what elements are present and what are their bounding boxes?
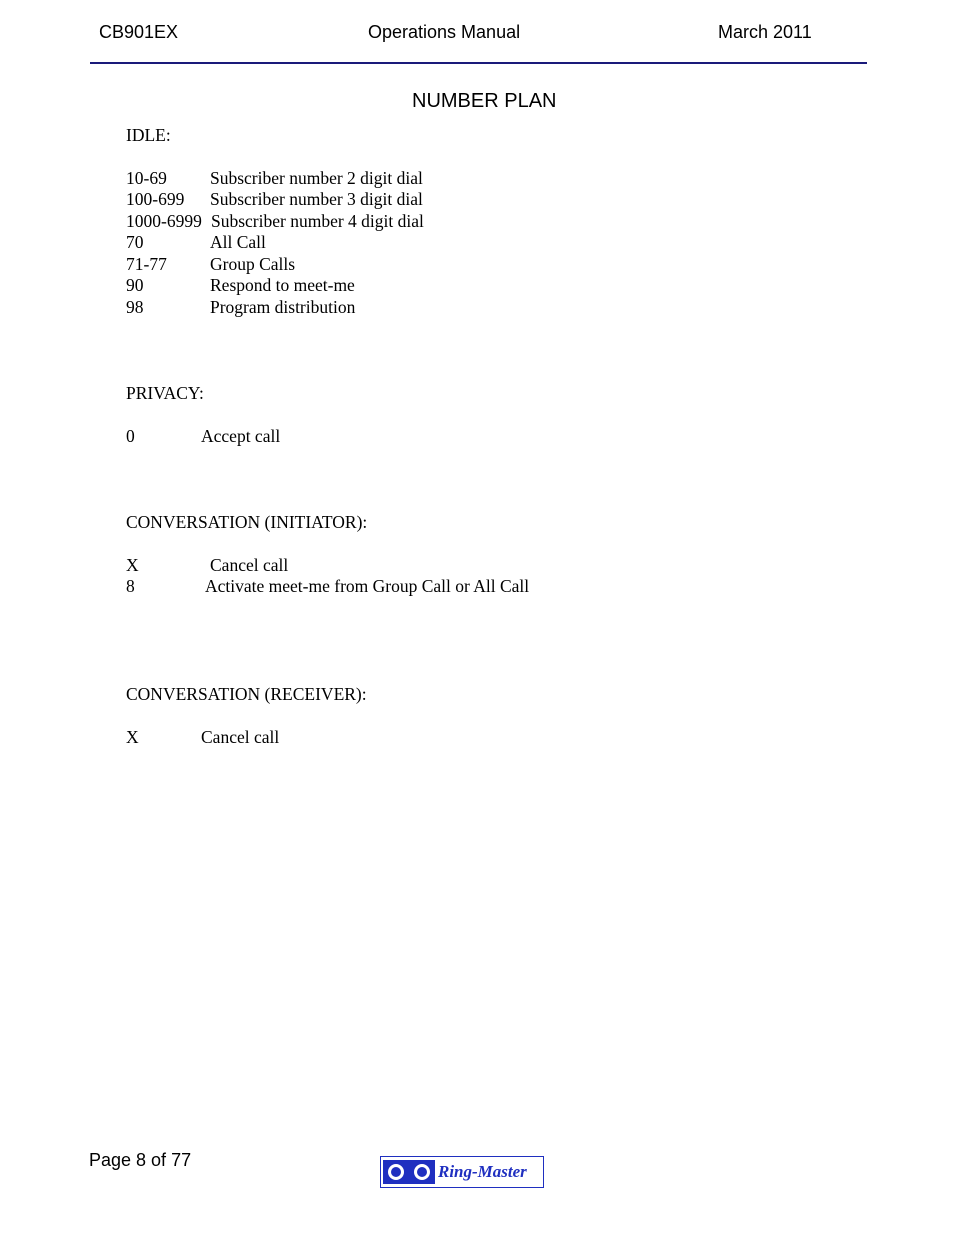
page-title: NUMBER PLAN bbox=[412, 90, 557, 112]
page-number: Page 8 of 77 bbox=[89, 1150, 192, 1170]
section-initiator-label: CONVERSATION (INITIATOR): bbox=[126, 512, 368, 532]
row-code: 8 bbox=[126, 576, 135, 596]
header-divider bbox=[90, 62, 867, 64]
row-description: Program distribution bbox=[210, 297, 356, 317]
row-description: Activate meet-me from Group Call or All Call bbox=[205, 576, 530, 596]
row-code: 0 bbox=[126, 426, 135, 446]
section-idle-label: IDLE: bbox=[126, 125, 171, 145]
row-description: Group Calls bbox=[210, 254, 296, 274]
row-description: Accept call bbox=[201, 426, 281, 446]
logo-wordmark: Ring-Master bbox=[438, 1162, 527, 1181]
header-date: March 2011 bbox=[718, 22, 812, 42]
row-code: 10-69 bbox=[126, 168, 167, 188]
row-description: Subscriber number 3 digit dial bbox=[210, 189, 423, 209]
ring-master-logo bbox=[380, 1156, 544, 1188]
row-description: Subscriber number 4 digit dial bbox=[211, 211, 424, 231]
row-code: X bbox=[126, 727, 139, 747]
row-code: 98 bbox=[126, 297, 144, 317]
row-description: Subscriber number 2 digit dial bbox=[210, 168, 423, 188]
row-code: X bbox=[126, 555, 139, 575]
row-code: 70 bbox=[126, 232, 144, 252]
row-code: 1000-6999 bbox=[126, 211, 202, 231]
section-privacy-label: PRIVACY: bbox=[126, 383, 204, 403]
row-description: Cancel call bbox=[201, 727, 280, 747]
row-description: Cancel call bbox=[210, 555, 289, 575]
header-document-title: Operations Manual bbox=[368, 22, 521, 42]
row-description: All Call bbox=[210, 232, 266, 252]
row-code: 71-77 bbox=[126, 254, 167, 274]
header-product-code: CB901EX bbox=[99, 22, 179, 42]
row-code: 90 bbox=[126, 275, 144, 295]
row-description: Respond to meet-me bbox=[210, 275, 355, 295]
row-code: 100-699 bbox=[126, 189, 185, 209]
section-receiver-label: CONVERSATION (RECEIVER): bbox=[126, 684, 367, 704]
